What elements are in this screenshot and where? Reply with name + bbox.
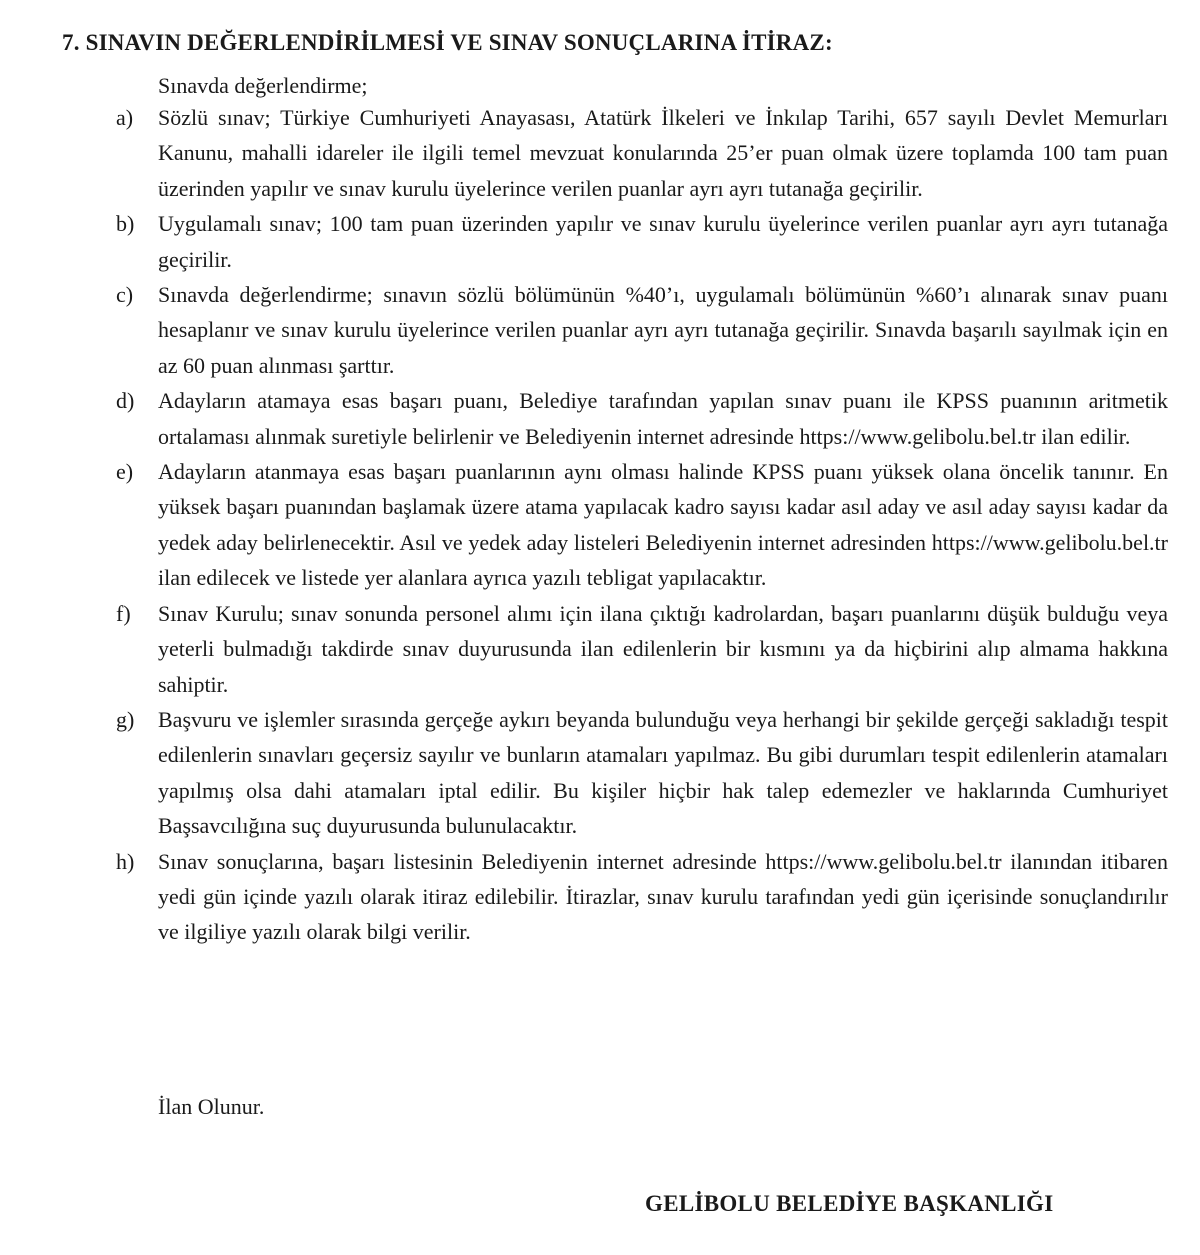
list-item-marker: b) — [116, 211, 135, 237]
list-item-text: Adayların atanmaya esas başarı puanlarının aynı olması halinde KPSS puanı yüksek olana öncelik tanınır. En yüksek başarı puanından başlamak üzere atama yapılacak kadro sayısı kadar asıl aday ve asıl aday sayısı kadar da yedek aday belirlenecektir. Asıl ve yedek aday listeleri Belediyenin internet adresinden https://www.gelibolu.bel.tr ilan edilecek ve listede yer alanlara ayrıca yazılı tebligat yapılacaktır. — [158, 459, 1168, 591]
list-item-a — [116, 100, 1168, 206]
list-item-g — [116, 702, 1168, 844]
list-item-f — [116, 596, 1168, 702]
list-item-marker: c) — [116, 282, 134, 308]
list-item-c — [116, 277, 1168, 383]
list-item-d — [116, 383, 1168, 454]
list-item-text: Uygulamalı sınav; 100 tam puan üzerinden yapılır ve sınav kurulu üyelerince verilen puanlar ayrı ayrı tutanağa geçirilir. — [158, 211, 1168, 272]
list-item-marker: g) — [116, 706, 135, 732]
list-item-h — [116, 844, 1168, 950]
list-item-text: Sınavda değerlendirme; sınavın sözlü bölümünün %40’ı, uygulamalı bölümünün %60’ı alınarak sınav puanı hesaplanır ve sınav kurulu üyelerince verilen puanlar ayrı ayrı tutanağa geçirilir. Sınavda başarılı sayılmak için en az 60 puan alınması şarttır. — [158, 282, 1168, 378]
section-heading: 7. SINAVIN DEĞERLENDİRİLMESİ VE SINAV SONUÇLARINA İTİRAZ: — [62, 30, 833, 55]
closing-line: İlan Olunur. — [158, 1094, 265, 1119]
list-item-marker: a) — [116, 105, 134, 130]
list-item-text: Sınav Kurulu; sınav sonunda personel alımı için ilana çıktığı kadrolardan, başarı puanlarını düşük bulduğu veya yeterli bulmadığı takdirde sınav duyurusunda ilan edilenlerin bir kısmını ya da hiçbirini alıp almama hakkına sahiptir. — [158, 600, 1168, 697]
list-item-marker: e) — [116, 459, 134, 485]
list-item-marker: h) — [116, 848, 135, 874]
list-item-text: Adayların atamaya esas başarı puanı, Belediye tarafından yapılan sınav puanı ile KPSS puanının aritmetik ortalaması alınmak suretiyle belirlenir ve Belediyenin internet adresinde https://www.gelibolu.bel.tr ilan edilir. — [158, 388, 1168, 449]
list-item-text: Sınav sonuçlarına, başarı listesinin Belediyenin internet adresinde https://www.gelibolu.bel.tr ilanından itibaren yedi gün içinde yazılı olarak itiraz edilebilir. İtirazlar, sınav kurulu tarafından yedi gün içerisinde sonuçlandırılır ve ilgiliye yazılı olarak bilgi verilir. — [158, 848, 1168, 945]
list-item-text: Sözlü sınav; Türkiye Cumhuriyeti Anayasası, Atatürk İlkeleri ve İnkılap Tarihi, 657 sayılı Devlet Memurları Kanunu, mahalli idareler ile ilgili temel mevzuat konularında 25’er puan olmak üzere toplamda 100 tam puan üzerinden yapılır ve sınav kurulu üyelerince verilen puanlar ayrı ayrı tutanağa geçirilir. — [158, 105, 1168, 201]
list-item-marker: d) — [116, 388, 135, 414]
list-item-b — [116, 206, 1168, 277]
list-item-e — [116, 454, 1168, 596]
evaluation-list — [116, 100, 1168, 950]
signature-block: GELİBOLU BELEDİYE BAŞKANLIĞI — [645, 1191, 1054, 1216]
list-item-marker: f) — [116, 600, 131, 626]
intro-line: Sınavda değerlendirme; — [158, 73, 368, 98]
list-item-text: Başvuru ve işlemler sırasında gerçeğe aykırı beyanda bulunduğu veya herhangi bir şekilde gerçeği sakladığı tespit edilenlerin sınavları geçersiz sayılır ve bunların atamaları yapılmaz. Bu gibi durumları tespit edilenlerin atamaları yapılmış olsa dahi atamaları iptal edilir. Bu kişiler hiçbir hak talep edemezler ve haklarında Cumhuriyet Başsavcılığına suç duyurusunda bulunulacaktır. — [158, 706, 1168, 839]
